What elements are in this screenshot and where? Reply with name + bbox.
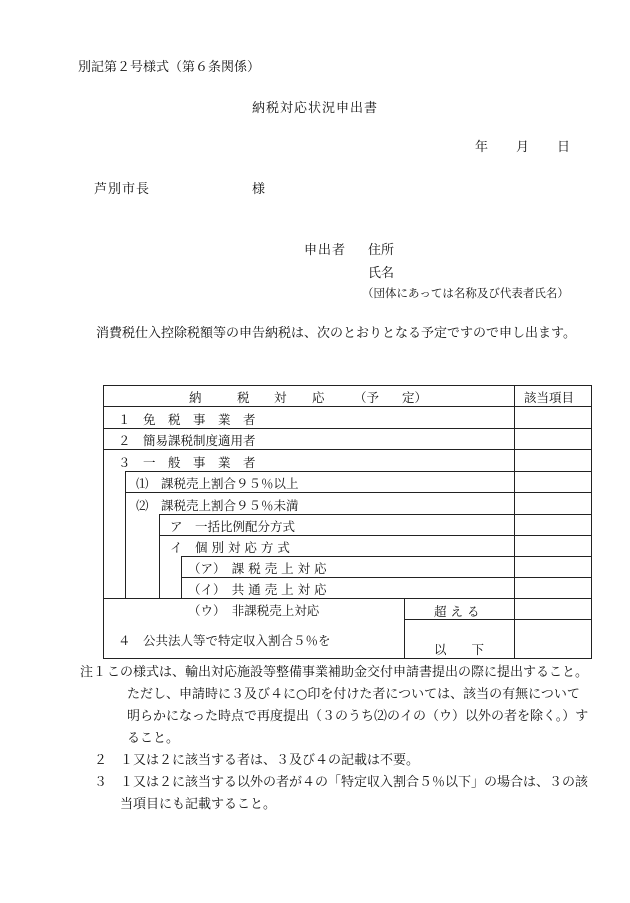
note-2 (80, 750, 590, 772)
row-3-2-i-individual: イ 個 別 対 応 方 式 (170, 540, 290, 555)
row-3-2-i-u-nontaxable-sales: （ウ） 非課税売上対応 (188, 603, 320, 618)
addressee-mayor: 芦別市長 (94, 182, 151, 197)
date-year-label: 年 (474, 140, 488, 155)
row-1-tax-exempt: １ 免 税 事 業 者 (118, 412, 256, 427)
item-cell-row-3[interactable] (515, 450, 591, 471)
note-2-label: ２ (94, 753, 108, 768)
notes-section (80, 662, 590, 816)
row-4-under: 以 下 (434, 642, 485, 657)
item-cell-row-4-under[interactable] (515, 620, 591, 658)
addressee (94, 178, 265, 197)
intro-paragraph: 消費税仕入控除税額等の申告納税は、次のとおりとなる予定ですので申し出ます。 (96, 326, 576, 341)
item-cell-row-1[interactable] (515, 407, 591, 428)
applicant-name-note: （団体にあっては名称及び代表者氏名） (362, 286, 569, 300)
note-1-text: この様式は、輸出対応施設等整備事業補助金交付申請書提出の際に提出すること。 (107, 665, 589, 680)
header-char-4: 応 (312, 390, 325, 405)
row-3-2-i-i-common-sales: （イ） 共 通 売 上 対 応 (188, 582, 327, 597)
note-1-label: 注１ (80, 665, 107, 680)
item-cell-row-4-over[interactable] (515, 599, 591, 619)
note-3-label: ３ (94, 775, 108, 790)
applicant-label: 申出者 (304, 243, 347, 258)
header-char-5: （予 (354, 390, 380, 405)
applicant-address-label: 住所 (368, 243, 395, 258)
applicant-name-label: 氏名 (368, 266, 395, 281)
date-month-label: 月 (515, 140, 529, 155)
header-applicable-item: 該当項目 (524, 390, 575, 405)
date-line (475, 136, 570, 155)
item-cell-row-2[interactable] (515, 429, 591, 449)
row-3-2-a-lump-sum: ア 一括比例配分方式 (170, 519, 296, 534)
form-reference: 別記第２号様式（第６条関係） (78, 60, 261, 75)
note-2-text: １又は２に該当する者は、３及び４の記載は不要。 (120, 753, 420, 768)
row-4-over: 超 え る (434, 604, 480, 619)
row-2-simplified-tax: ２ 簡易課税制度適用者 (118, 433, 256, 448)
row-4-public-corporation: ４ 公共法人等で特定収入割合５％を (118, 633, 331, 648)
header-char-3: 対 (274, 390, 287, 405)
tax-status-table (103, 385, 592, 659)
document-title: 納税対応状況申出書 (251, 101, 378, 116)
row-3-2-ratio-under-95: ⑵ 課税売上割合９５％未満 (136, 498, 299, 513)
note-1-proviso: ただし、申請時に３及び４に○印を付けた者については、該当の有無について明らかになった時点で再度提出（３のうち⑵のイの（ウ）以外の者を除く。）すること。 (127, 687, 589, 746)
header-char-6: 定） (402, 390, 428, 405)
addressee-honorific: 様 (252, 182, 266, 197)
header-char-1: 納 (189, 390, 202, 405)
date-day-label: 日 (556, 140, 570, 155)
row-3-general-business: ３ 一 般 事 業 者 (118, 455, 256, 470)
row-3-2-i-a-taxable-sales: （ア） 課 税 売 上 対 応 (188, 561, 327, 576)
note-3-text: １又は２に該当する以外の者が４の「特定収入割合５％以下」の場合は、３の該当項目にも記載すること。 (120, 775, 589, 812)
header-char-2: 税 (237, 390, 250, 405)
row-3-1-ratio-95-plus: ⑴ 課税売上割合９５％以上 (136, 476, 299, 491)
note-3 (80, 772, 590, 816)
note-1 (80, 662, 590, 750)
